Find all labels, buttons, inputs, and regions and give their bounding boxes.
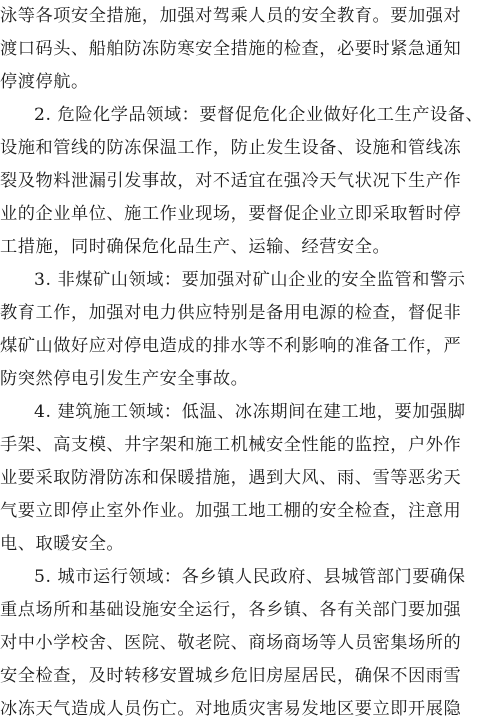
text-line: 渡口码头、船舶防冻防寒安全措施的检查，必要时紧急通知	[0, 39, 462, 59]
text-line: 气要立即停止室外作业。加强工地工棚的安全检查，注意用	[0, 501, 462, 521]
text-line: 2. 危险化学品领域：要督促危化企业做好化工生产设备、	[34, 105, 483, 125]
text-line: 安全检查，及时转移安置城乡危旧房屋居民，确保不因雨雪	[0, 666, 462, 686]
text-line: 4. 建筑施工领域：低温、冰冻期间在建工地，要加强脚	[34, 402, 466, 422]
text-line: 电、取暖安全。	[0, 534, 125, 554]
text-line: 煤矿山做好应对停电造成的排水等不利影响的准备工作，严	[0, 336, 462, 356]
text-line: 工措施，同时确保危化品生产、运输、经营安全。	[0, 237, 391, 257]
text-line: 业要采取防滑防冻和保暖措施，遇到大风、雨、雪等恶劣天	[0, 468, 462, 488]
text-line: 教育工作，加强对电力供应特别是备用电源的检查，督促非	[0, 303, 462, 323]
text-line: 业的企业单位、施工作业现场，要督促企业立即采取暂时停	[0, 204, 462, 224]
text-line: 重点场所和基础设施安全运行，各乡镇、各有关部门要加强	[0, 600, 462, 620]
text-line: 对中小学校舍、医院、敬老院、商场商场等人员密集场所的	[0, 633, 462, 653]
text-line: 冰冻天气造成人员伤亡。对地质灾害易发地区要立即开展隐	[0, 699, 462, 719]
text-line: 裂及物料泄漏引发事故，对不适宜在强冷天气状况下生产作	[0, 171, 462, 191]
text-line: 设施和管线的防冻保温工作，防止发生设备、设施和管线冻	[0, 138, 462, 158]
text-line: 停渡停航。	[0, 72, 89, 92]
text-line: 3. 非煤矿山领域：要加强对矿山企业的安全监管和警示	[34, 270, 466, 290]
text-line: 防突然停电引发生产安全事故。	[0, 369, 249, 389]
text-line: 泳等各项安全措施，加强对驾乘人员的安全教育。要加强对	[0, 6, 462, 26]
text-line: 5. 城市运行领域：各乡镇人民政府、县城管部门要确保	[34, 567, 466, 587]
text-line: 手架、高支模、井字架和施工机械安全性能的监控，户外作	[0, 435, 462, 455]
